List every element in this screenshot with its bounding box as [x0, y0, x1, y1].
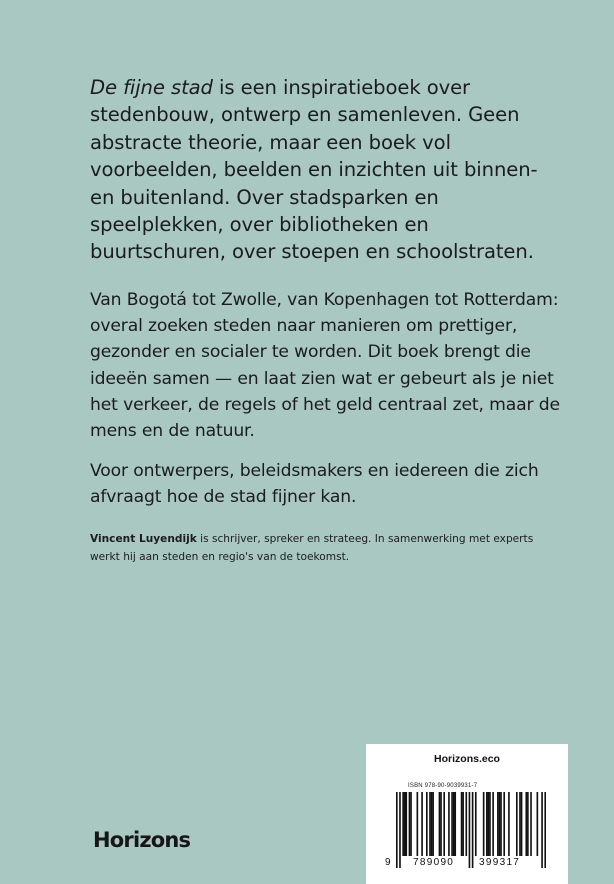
- barcode-bar: [440, 792, 442, 856]
- barcode-bar: [472, 792, 474, 868]
- barcode-first-digit: 9: [385, 857, 391, 868]
- barcode-bar: [469, 792, 471, 868]
- barcode-bar: [439, 792, 441, 856]
- barcode-bar: [537, 792, 539, 856]
- barcode-bar: [475, 792, 477, 856]
- barcode-bar: [417, 792, 419, 856]
- intro-paragraph: [90, 74, 560, 266]
- barcode-bar: [544, 792, 546, 868]
- barcode-bar: [497, 792, 499, 856]
- barcode-left-digits: 789090: [413, 857, 455, 868]
- publisher-website: Horizons.eco: [434, 753, 500, 765]
- barcode-bar: [409, 792, 411, 856]
- barcode-bar: [508, 792, 510, 856]
- barcode-bar: [432, 792, 434, 856]
- barcode-bar: [448, 792, 450, 856]
- barcode-bar: [521, 792, 523, 856]
- barcode-bar: [426, 792, 428, 856]
- book-title: De fijne stad: [90, 76, 213, 99]
- isbn-number: ISBN 978-90-9039931-7: [408, 783, 478, 789]
- barcode-bar: [431, 792, 433, 856]
- author-bio: [90, 531, 550, 566]
- barcode-bar: [503, 792, 505, 856]
- barcode-bar: [483, 792, 485, 856]
- barcode-bar: [404, 792, 406, 856]
- barcode-bar: [499, 792, 501, 856]
- description-paragraph: Van Bogotá tot Zwolle, van Kopenhagen tot Rotterdam: overal zoeken steden naar manieren om prettiger, gezonder en socialer te worden. Dit boek brengt die ideeën samen — en laat zien wat er gebeurt als je niet het verkeer, de regels of het geld centraal zet, maar de mens en de natuur.: [90, 290, 560, 442]
- audience-paragraph: Voor ontwerpers, beleidsmakers en iedereen die zich afvraagt hoe de stad fijner kan.: [90, 461, 539, 508]
- barcode-bar: [454, 792, 456, 856]
- barcode-bar: [402, 792, 404, 856]
- barcode-bar: [429, 792, 431, 856]
- barcode-bar: [516, 792, 518, 856]
- barcode-bar: [453, 792, 455, 856]
- barcode-bar: [486, 792, 488, 856]
- barcode-bar: [465, 792, 467, 856]
- barcode-bar: [541, 792, 543, 868]
- barcode-bar: [462, 792, 464, 856]
- barcode-bar: [399, 792, 401, 868]
- publisher-logo: Horizons: [93, 828, 191, 852]
- author-name: Vincent Luyendijk: [90, 533, 197, 545]
- barcode-bar: [421, 792, 423, 856]
- barcode-bar: [405, 792, 407, 856]
- barcode-bar: [489, 792, 491, 856]
- barcode-bar: [527, 792, 529, 856]
- barcode-bar: [396, 792, 398, 868]
- barcode-bar: [492, 792, 494, 856]
- barcode-bar: [530, 792, 532, 856]
- barcode-bar: [525, 792, 527, 856]
- barcode-bar: [461, 792, 463, 856]
- barcode-bar: [500, 792, 502, 856]
- barcode-box: [366, 744, 568, 884]
- barcode-bar: [451, 792, 453, 856]
- intro-text: is een inspiratieboek over stedenbouw, ontwerp en samenleven. Geen abstracte theorie, maar een boek vol voorbeelden, beelden en inzichten uit binnen- en buitenland. Over stadsparken en speelplekken, over bibliotheken en buurtschuren, over stoepen en schoolstraten.: [90, 76, 538, 264]
- barcode-bar: [488, 792, 490, 856]
- barcode-bar: [410, 792, 412, 856]
- barcode-right-digits: 399317: [479, 857, 521, 868]
- author-bio-text: is schrijver, spreker en strateeg. In samenwerking met experts werkt hij aan steden en regio's van de toekomst.: [90, 533, 534, 563]
- barcode-bar: [519, 792, 521, 856]
- barcode-bar: [443, 792, 445, 856]
